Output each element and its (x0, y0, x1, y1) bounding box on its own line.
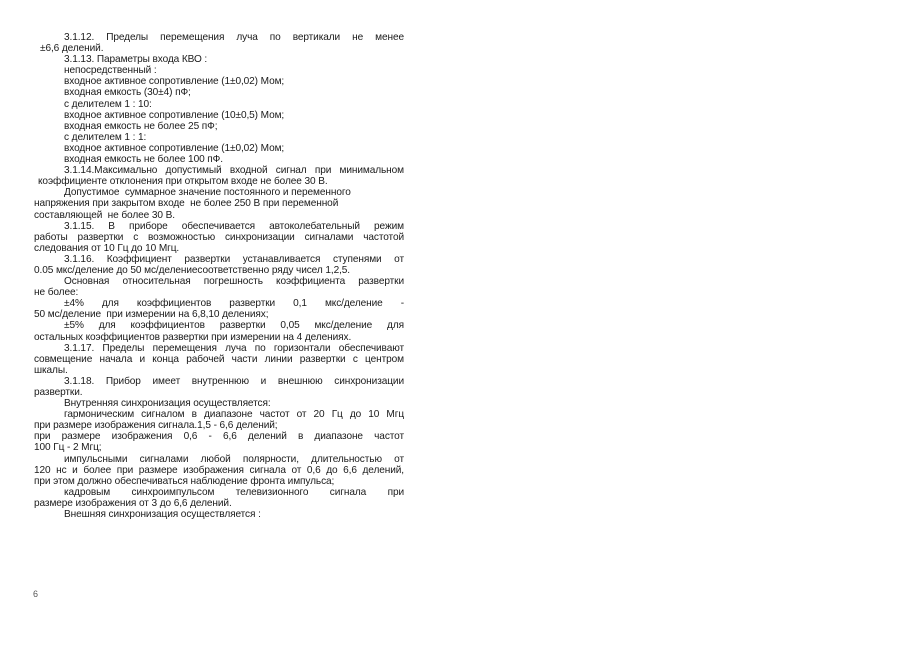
text-line: составляющей не более 30 В. (34, 209, 175, 221)
text-line: ±6,6 делений. (40, 43, 104, 55)
text-line: 0.05 мкс/деление до 50 мс/делениесоответственно ряду чисел 1,2,5. (34, 264, 351, 276)
page-number: 6 (33, 589, 39, 599)
text-line: при размере изображения сигнала.1,5 - 6,6 делений; (34, 420, 278, 432)
text-line: работы развертки с возможностью синхронизации сигналами частотой (34, 231, 404, 243)
text-line: развертки. (34, 387, 83, 398)
text-line: совмещение начала и конца рабочей части линии развертки с центром (34, 353, 404, 365)
text-line: размере изображения от 3 до 6,6 делений. (34, 497, 232, 509)
text-line: Внешняя синхронизация осуществляется : (64, 509, 261, 521)
text-line: 3.1.17. Пределы перемещения луча по горизонтали обеспечивают (64, 342, 404, 354)
text-line: входное активное сопротивление (10±0,5) Мом; (64, 109, 285, 121)
text-line: входное активное сопротивление (1±0,02) Мом; (64, 142, 285, 154)
text-line: с делителем 1 : 1: (64, 131, 147, 143)
text-line: Допустимое суммарное значение постоянного и переменного (64, 187, 351, 199)
text-line: Внутренняя синхронизация осуществляется: (64, 398, 271, 410)
text-line: входная емкость не более 25 пФ; (64, 120, 218, 132)
text-line: 3.1.16. Коэффициент развертки устанавливается ступенями от (64, 253, 404, 265)
text-line: входное активное сопротивление (1±0,02) Мом; (64, 76, 285, 88)
text-line: ±4% для коэффициентов развертки 0,1 мкс/деление - (64, 298, 404, 310)
text-line: непосредственный : (64, 65, 157, 77)
text-line: 120 нс и более при размере изображения сигнала от 0,6 до 6,6 делений, (34, 464, 404, 476)
text-line: следования от 10 Гц до 10 Мгц. (34, 242, 180, 254)
text-line: с делителем 1 : 10: (64, 98, 152, 110)
text-line: Основная относительная погрешность коэффициента развертки (64, 276, 404, 288)
text-line: входная емкость (30±4) пФ; (64, 87, 191, 99)
text-line: остальных коэффициентов развертки при измерении на 4 делениях. (34, 331, 352, 343)
text-line: коэффициенте отклонения при открытом входе не более 30 В. (38, 176, 328, 188)
text-line: не более: (34, 287, 79, 299)
document-text-block (34, 32, 404, 520)
text-line: 3.1.12. Пределы перемещения луча по вертикали не менее (64, 32, 404, 43)
text-line: 3.1.15. В приборе обеспечивается автоколебательный режим (64, 220, 404, 232)
text-line: при этом должно обеспечиваться наблюдение фронта импульса; (34, 475, 335, 487)
text-line: 3.1.14.Максимально допустимый входной сигнал при минимальном (64, 165, 404, 177)
text-line: напряжения при закрытом входе не более 250 В при переменной (34, 198, 339, 210)
text-line: 50 мс/деление при измерении на 6,8,10 делениях; (34, 309, 269, 321)
text-line: ±5% для коэффициентов развертки 0,05 мкс/деление для (64, 320, 404, 332)
text-line: гармоническим сигналом в диапазоне частот от 20 Гц до 10 Мгц (64, 409, 404, 421)
text-line: 100 Гц - 2 Мгц; (34, 442, 102, 454)
text-line: при размере изображения 0,6 - 6,6 делений в диапазоне частот (34, 431, 404, 443)
text-line: 3.1.13. Параметры входа КВО : (64, 54, 208, 66)
text-line: входная емкость не более 100 пФ. (64, 154, 223, 166)
text-line: 3.1.18. Прибор имеет внутреннюю и внешнюю синхронизации (64, 375, 404, 387)
text-line: шкалы. (34, 364, 68, 376)
text-line: импульсными сигналами любой полярности, длительностью от (64, 453, 404, 465)
text-line: кадровым синхроимпульсом телевизионного сигнала при (64, 486, 404, 498)
